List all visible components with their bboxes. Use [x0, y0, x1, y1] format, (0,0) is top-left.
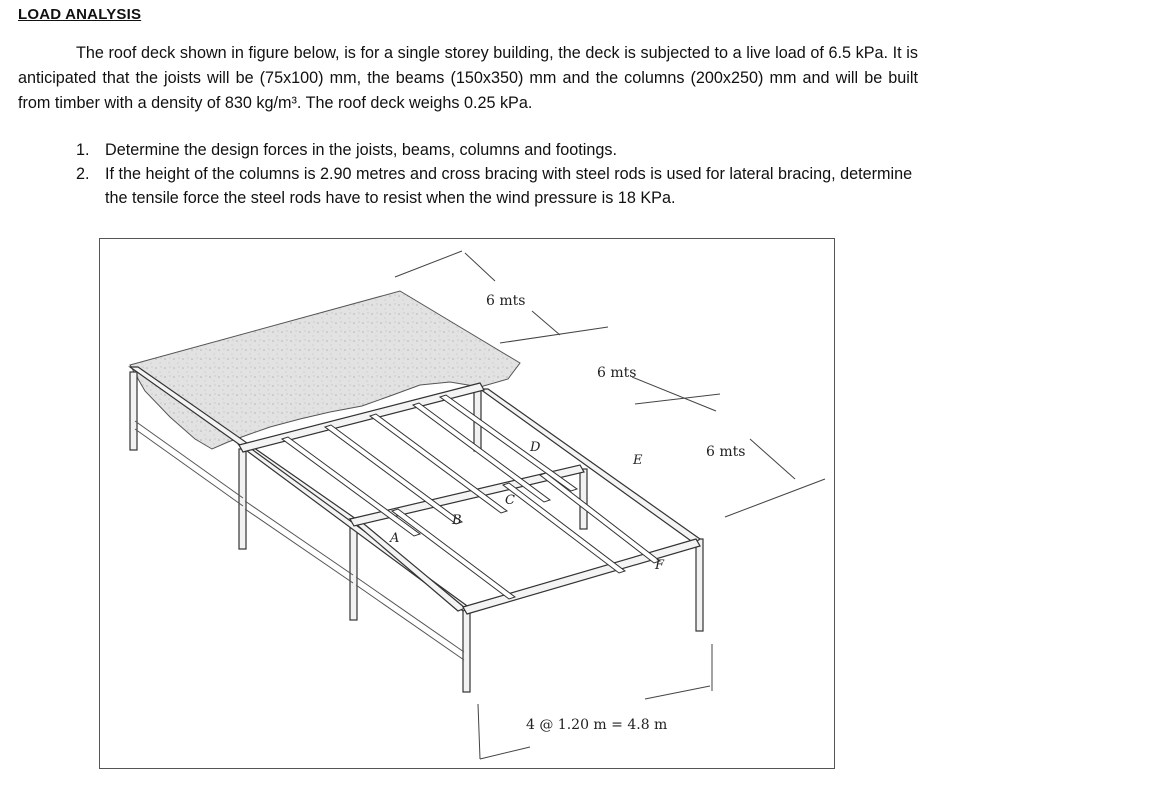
- point-label-a: A: [390, 531, 400, 546]
- task-item: [70, 138, 920, 162]
- problem-statement: The roof deck shown in figure below, is for a single storey building, the deck is subjected to a live load of 6.5 kPa. It is anticipated that the joists will be (75x100) mm, the beams (150x350) mm and the columns (200x250) mm and will be built from timber with a density of 830 kg/m³. The roof deck weighs 0.25 kPa.: [18, 44, 918, 112]
- roof-framing-drawing: [100, 239, 836, 770]
- bracing-rails: [135, 421, 464, 660]
- point-label-f: F: [655, 558, 665, 573]
- dimension-label-span-3: 6 mts: [706, 444, 746, 460]
- task-text: If the height of the columns is 2.90 metres and cross bracing with steel rods is used for lateral bracing, determine the tensile force the steel rods have to resist when the wind pressure is 18 KPa.: [105, 165, 913, 207]
- task-number: 1.: [76, 141, 90, 159]
- task-number: 2.: [76, 165, 90, 183]
- point-label-e: E: [633, 453, 643, 468]
- task-item: [70, 162, 920, 210]
- section-heading: LOAD ANALYSIS: [18, 6, 142, 23]
- task-text: Determine the design forces in the joists, beams, columns and footings.: [105, 141, 617, 159]
- roof-deck-figure: [99, 238, 835, 769]
- dimension-label-joist-spacing: 4 @ 1.20 m = 4.8 m: [526, 717, 668, 733]
- point-label-b: B: [452, 513, 462, 528]
- point-label-d: D: [530, 440, 541, 455]
- task-list: [70, 138, 920, 210]
- point-label-c: C: [505, 493, 515, 508]
- dimension-label-span-2: 6 mts: [597, 365, 637, 381]
- dimension-label-span-1: 6 mts: [486, 293, 526, 309]
